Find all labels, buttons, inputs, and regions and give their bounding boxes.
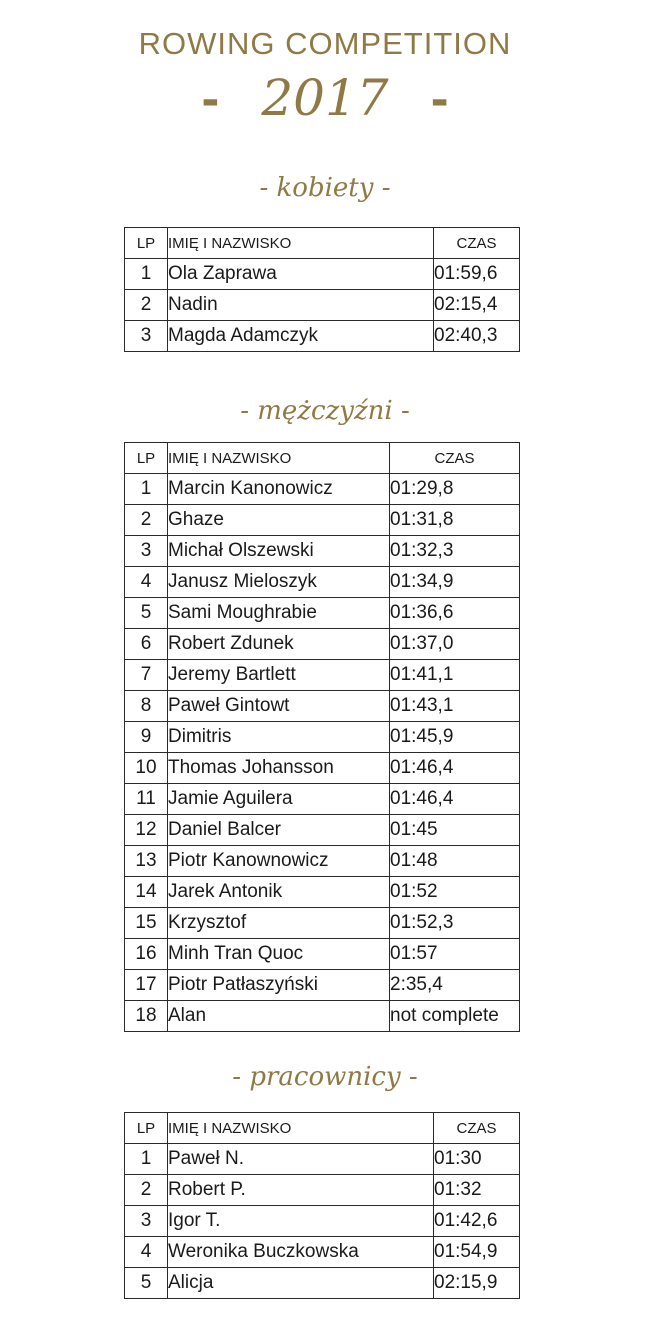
year-dash-right: - — [430, 75, 449, 126]
table-row — [125, 1175, 520, 1206]
cell-time: 02:15,4 — [434, 290, 520, 321]
cell-name: Marcin Kanonowicz — [168, 474, 390, 505]
table-row — [125, 1268, 520, 1299]
cell-time: 01:45 — [390, 815, 520, 846]
column-header-name: IMIĘ I NAZWISKO — [168, 443, 390, 474]
cell-name: Dimitris — [168, 722, 390, 753]
cell-time: 01:41,1 — [390, 660, 520, 691]
cell-name: Paweł Gintowt — [168, 691, 390, 722]
cell-name: Jamie Aguilera — [168, 784, 390, 815]
cell-lp: 11 — [125, 784, 168, 815]
section-title-men: - mężczyźni - — [240, 396, 410, 426]
cell-lp: 5 — [125, 598, 168, 629]
cell-time: 01:54,9 — [434, 1237, 520, 1268]
cell-time: 01:32,3 — [390, 536, 520, 567]
cell-lp: 5 — [125, 1268, 168, 1299]
cell-time: 02:40,3 — [434, 321, 520, 352]
cell-time: 01:31,8 — [390, 505, 520, 536]
cell-time: 01:29,8 — [390, 474, 520, 505]
column-header-time: CZAS — [434, 228, 520, 259]
table-row — [125, 846, 520, 877]
cell-lp: 13 — [125, 846, 168, 877]
column-header-name: IMIĘ I NAZWISKO — [168, 1113, 434, 1144]
cell-name: Michał Olszewski — [168, 536, 390, 567]
cell-name: Janusz Mieloszyk — [168, 567, 390, 598]
cell-time: 01:46,4 — [390, 784, 520, 815]
table-row — [125, 970, 520, 1001]
table-row — [125, 908, 520, 939]
cell-time: 01:52,3 — [390, 908, 520, 939]
table-row — [125, 815, 520, 846]
cell-lp: 17 — [125, 970, 168, 1001]
cell-name: Jarek Antonik — [168, 877, 390, 908]
column-header-time: CZAS — [390, 443, 520, 474]
table-row — [125, 629, 520, 660]
cell-name: Ghaze — [168, 505, 390, 536]
cell-time: not complete — [390, 1001, 520, 1032]
cell-name: Robert Zdunek — [168, 629, 390, 660]
cell-time: 02:15,9 — [434, 1268, 520, 1299]
cell-name: Piotr Patłaszyński — [168, 970, 390, 1001]
cell-name: Thomas Johansson — [168, 753, 390, 784]
results-table-women — [124, 227, 520, 352]
table-row — [125, 691, 520, 722]
cell-name: Piotr Kanownowicz — [168, 846, 390, 877]
cell-time: 01:45,9 — [390, 722, 520, 753]
cell-lp: 15 — [125, 908, 168, 939]
cell-time: 01:46,4 — [390, 753, 520, 784]
table-row — [125, 536, 520, 567]
table-body-women — [125, 259, 520, 352]
table-row — [125, 877, 520, 908]
cell-name: Minh Tran Quoc — [168, 939, 390, 970]
cell-name: Nadin — [168, 290, 434, 321]
cell-name: Alan — [168, 1001, 390, 1032]
cell-name: Daniel Balcer — [168, 815, 390, 846]
cell-lp: 2 — [125, 1175, 168, 1206]
table-row — [125, 474, 520, 505]
table-header-row — [125, 1113, 520, 1144]
results-table-men — [124, 442, 520, 1032]
cell-lp: 18 — [125, 1001, 168, 1032]
section-title-staff: - pracownicy - — [232, 1062, 418, 1092]
column-header-lp: LP — [125, 1113, 168, 1144]
table-row — [125, 505, 520, 536]
column-header-name: IMIĘ I NAZWISKO — [168, 228, 434, 259]
table-row — [125, 290, 520, 321]
section-title-women: - kobiety - — [259, 173, 391, 203]
table-body-men — [125, 474, 520, 1032]
table-row — [125, 939, 520, 970]
cell-time: 01:57 — [390, 939, 520, 970]
page-title: ROWING COMPETITION — [138, 26, 512, 61]
cell-lp: 1 — [125, 1144, 168, 1175]
column-header-lp: LP — [125, 443, 168, 474]
cell-name: Magda Adamczyk — [168, 321, 434, 352]
cell-lp: 3 — [125, 1206, 168, 1237]
cell-lp: 6 — [125, 629, 168, 660]
cell-time: 01:34,9 — [390, 567, 520, 598]
cell-name: Ola Zaprawa — [168, 259, 434, 290]
cell-name: Robert P. — [168, 1175, 434, 1206]
year-heading — [0, 68, 650, 131]
cell-time: 01:43,1 — [390, 691, 520, 722]
cell-lp: 2 — [125, 505, 168, 536]
table-row — [125, 1144, 520, 1175]
column-header-lp: LP — [125, 228, 168, 259]
table-row — [125, 722, 520, 753]
cell-lp: 14 — [125, 877, 168, 908]
cell-lp: 12 — [125, 815, 168, 846]
cell-lp: 1 — [125, 259, 168, 290]
cell-lp: 2 — [125, 290, 168, 321]
table-row — [125, 321, 520, 352]
cell-time: 2:35,4 — [390, 970, 520, 1001]
cell-name: Jeremy Bartlett — [168, 660, 390, 691]
table-row — [125, 753, 520, 784]
table-row — [125, 259, 520, 290]
cell-lp: 3 — [125, 321, 168, 352]
column-header-time: CZAS — [434, 1113, 520, 1144]
cell-time: 01:36,6 — [390, 598, 520, 629]
cell-lp: 8 — [125, 691, 168, 722]
year-value: 2017 — [261, 69, 389, 127]
cell-time: 01:30 — [434, 1144, 520, 1175]
cell-name: Krzysztof — [168, 908, 390, 939]
table-row — [125, 660, 520, 691]
table-header-row — [125, 443, 520, 474]
cell-lp: 7 — [125, 660, 168, 691]
cell-lp: 4 — [125, 1237, 168, 1268]
table-row — [125, 567, 520, 598]
cell-lp: 16 — [125, 939, 168, 970]
table-row — [125, 784, 520, 815]
cell-name: Weronika Buczkowska — [168, 1237, 434, 1268]
cell-time: 01:32 — [434, 1175, 520, 1206]
cell-time: 01:48 — [390, 846, 520, 877]
cell-time: 01:37,0 — [390, 629, 520, 660]
table-row — [125, 1001, 520, 1032]
cell-name: Igor T. — [168, 1206, 434, 1237]
cell-lp: 10 — [125, 753, 168, 784]
cell-lp: 3 — [125, 536, 168, 567]
cell-name: Alicja — [168, 1268, 434, 1299]
cell-time: 01:52 — [390, 877, 520, 908]
cell-name: Paweł N. — [168, 1144, 434, 1175]
year-dash-left: - — [201, 75, 220, 126]
cell-time: 01:59,6 — [434, 259, 520, 290]
table-row — [125, 1206, 520, 1237]
table-row — [125, 598, 520, 629]
results-table-staff — [124, 1112, 520, 1299]
cell-time: 01:42,6 — [434, 1206, 520, 1237]
table-header-row — [125, 228, 520, 259]
table-body-staff — [125, 1144, 520, 1299]
table-row — [125, 1237, 520, 1268]
cell-lp: 1 — [125, 474, 168, 505]
cell-lp: 4 — [125, 567, 168, 598]
cell-lp: 9 — [125, 722, 168, 753]
cell-name: Sami Moughrabie — [168, 598, 390, 629]
